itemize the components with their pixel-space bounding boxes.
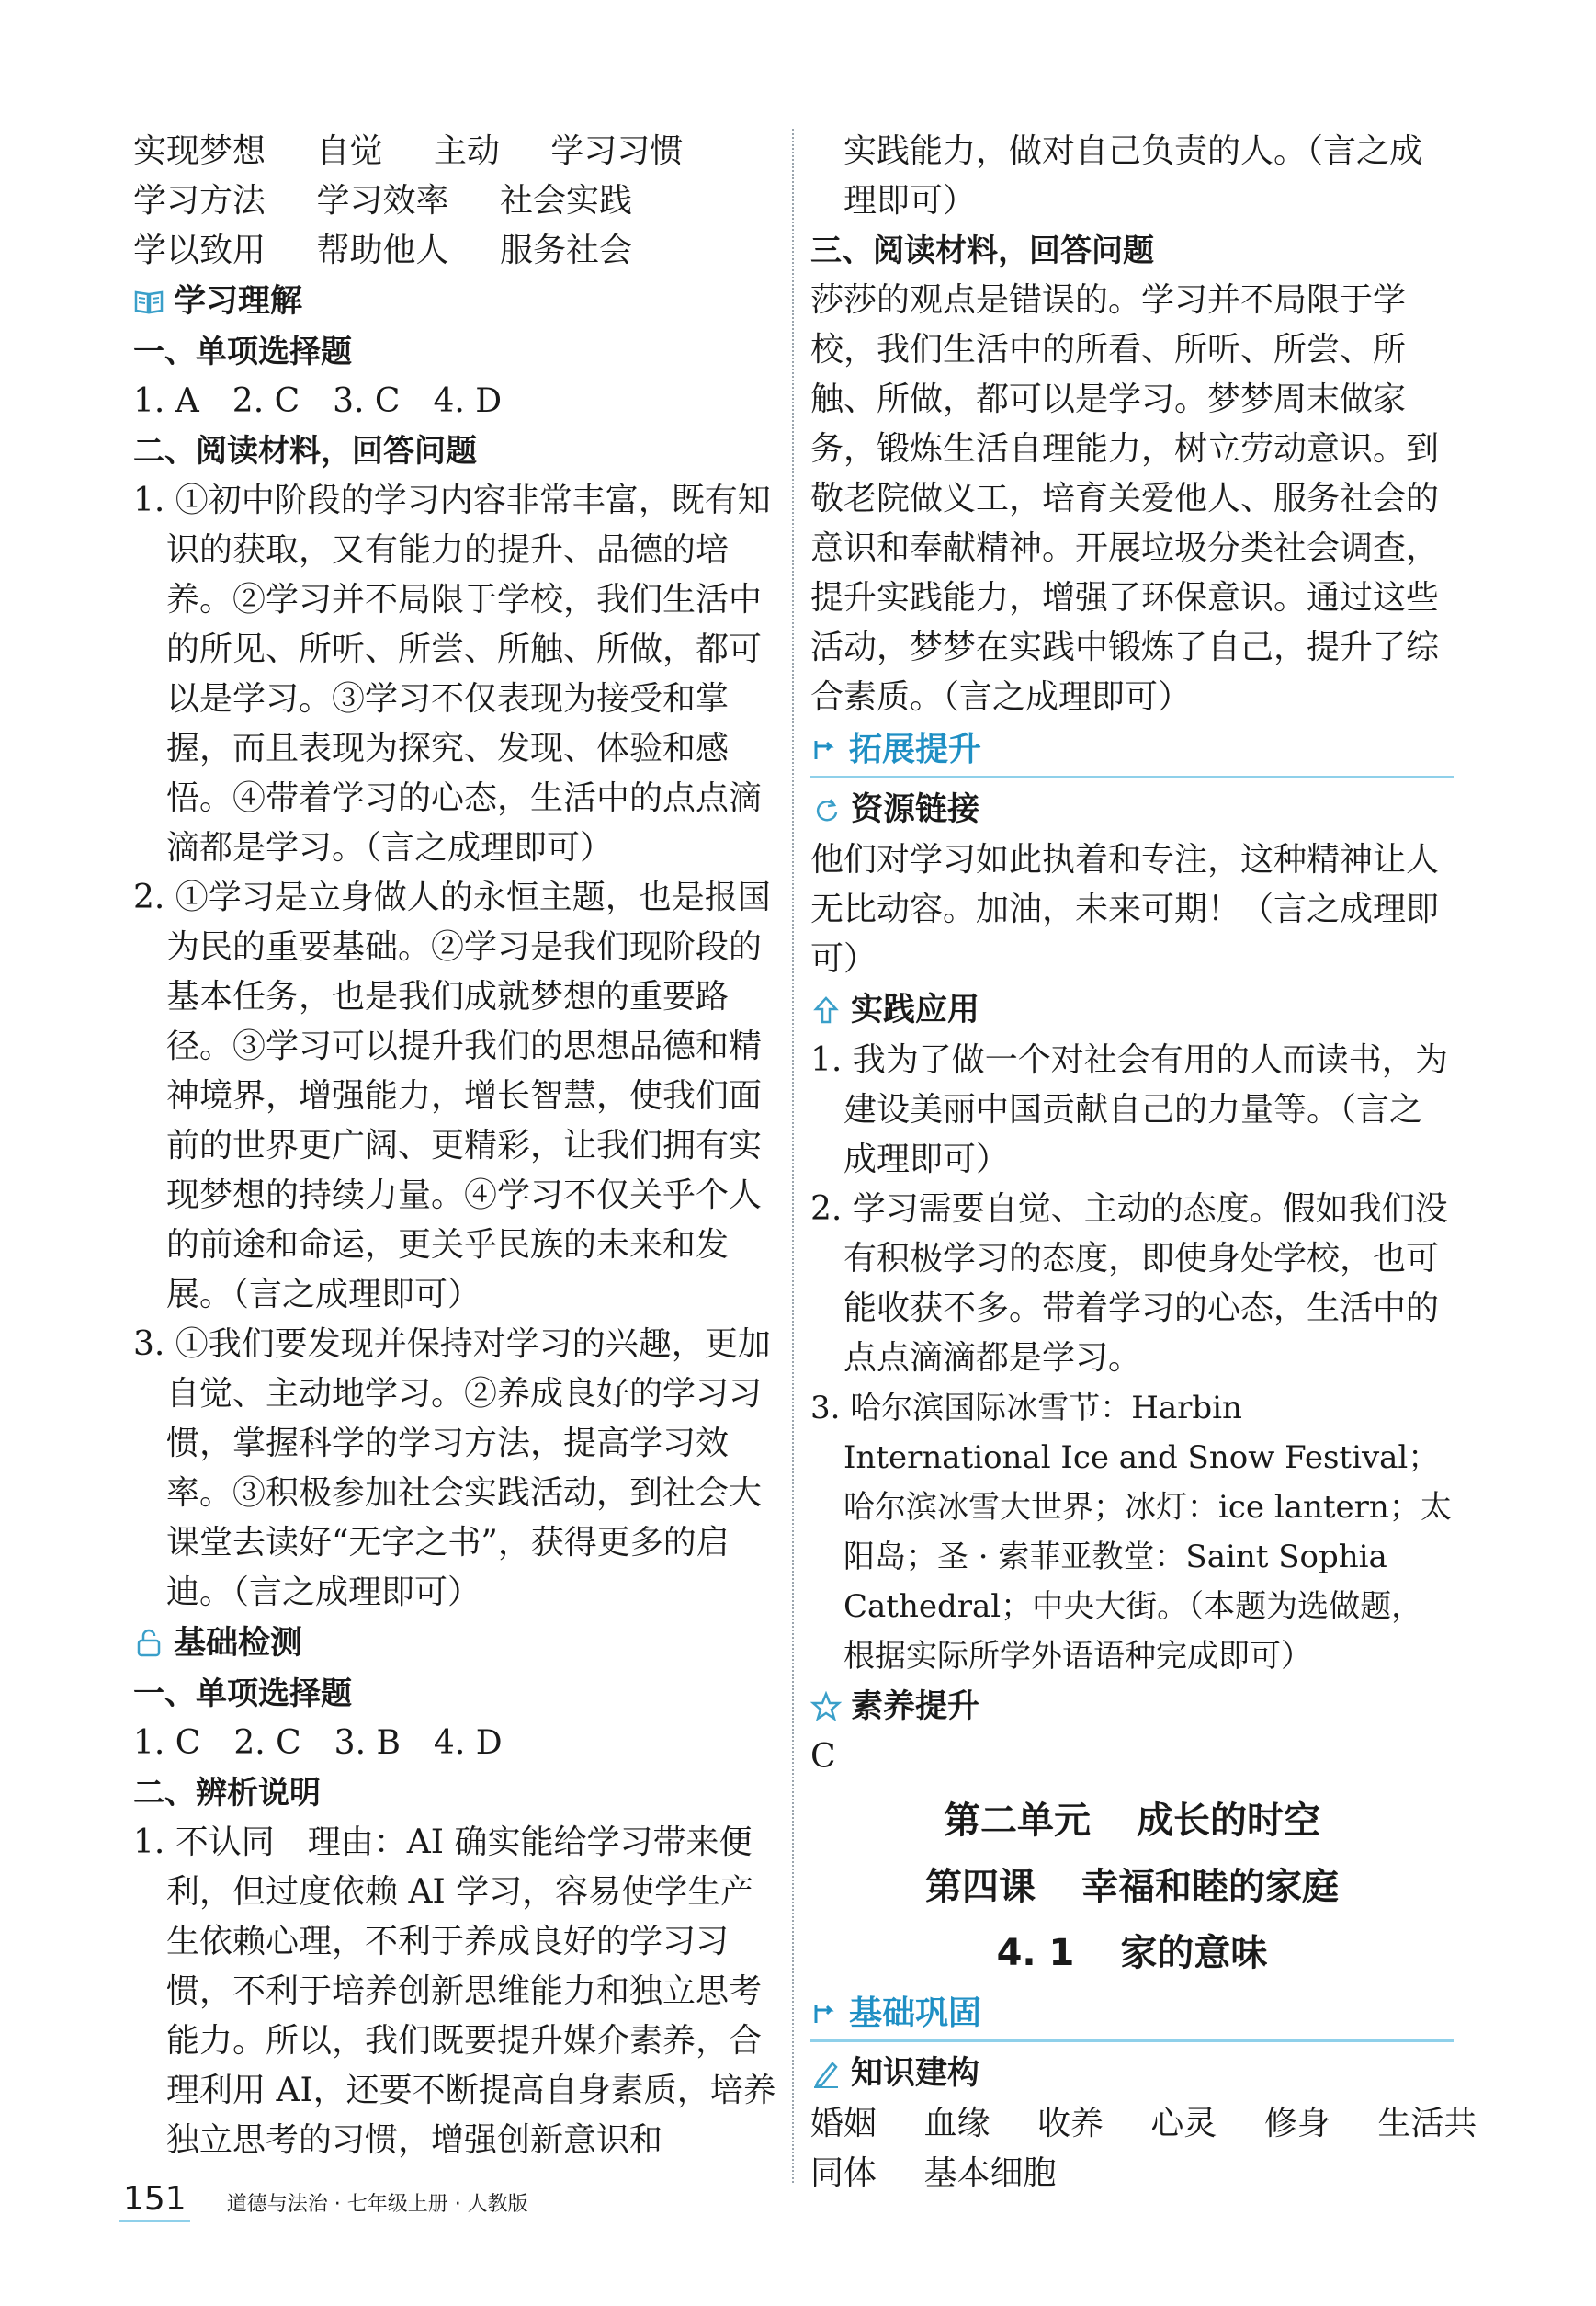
answer-paragraph: 1. 我为了做一个对社会有用的人而读书，为建设美丽中国贡献自己的力量等。（言之成理即可） <box>810 1041 1448 1178</box>
book-info: 道德与法治 · 七年级上册 · 人教版 <box>226 2193 528 2216</box>
keyword-line: 婚姻 血缘 收养 心灵 修身 生活共 <box>810 2105 1477 2142</box>
answers-line: 1. A 2. C 3. C 4. D <box>133 382 503 420</box>
answer-paragraph: 1. 不认同 理由：AI 确实能给学习带来便利，但过度依赖 AI 学习，容易使学生产生依赖心理，不利于养成良好的学习习惯，不利于培养创新思维能力和独立思考能力。所以，我们既要提升媒介素养，合理利用 AI，还要不断提高自身素质，培养独立思考的习惯，增强创新意识和 <box>133 1823 776 2159</box>
keyword-line-3: 学以致用 帮助他人 服务社会 <box>133 232 632 269</box>
section-title: 一、单项选择题 <box>133 1676 352 1712</box>
page-number: 151 <box>119 2180 190 2222</box>
section-title: 一、单项选择题 <box>133 334 352 370</box>
left-column <box>133 127 776 2165</box>
continued-paragraph: 实践能力，做对自己负责的人。（言之成理即可） <box>843 132 1423 220</box>
answer-paragraph: 1. ①初中阶段的学习内容非常丰富，既有知识的获取，又有能力的提升、品德的培养。②学习并不局限于学校，我们生活中的所见、所听、所尝、所触、所做，都可以是学习。③学习不仅表现为接受和掌握，而且表现为探究、发现、体验和感悟。④带着学习的心态，生活中的点点滴滴都是学习。（言之成理即可） <box>133 482 771 867</box>
answer-paragraph: 莎莎的观点是错误的。学习并不局限于学校，我们生活中的所看、所听、所尝、所触、所做，都可以是学习。梦梦周末做家务，锻炼生活自理能力，树立劳动意识。到敬老院做义工，培育关爱他人、服务社会的意识和奉献精神。开展垃圾分类社会调查，提升实践能力，增强了环保意识。通过这些活动，梦梦在实践中锻炼了自己，提升了综合素质。（言之成理即可） <box>810 281 1440 716</box>
subheading-jichu-jiance: 基础检测 <box>133 1618 776 1669</box>
arrow-corner-icon <box>810 735 840 765</box>
subheading-shijian-yingyong: 实践应用 <box>810 984 1454 1036</box>
section-title: 二、辨析说明 <box>133 1775 321 1812</box>
column-divider <box>792 129 794 2183</box>
lesson-title: 第四课 幸福和睦的家庭 <box>925 1866 1339 1908</box>
answer-paragraph: 2. 学习需要自觉、主动的态度。假如我们没有积极学习的态度，即使身处学校，也可能收获不多。带着学习的心态，生活中的点点滴滴都是学习。 <box>810 1190 1448 1377</box>
band-tuozhan-tisheng: 拓展提升 <box>810 724 1454 778</box>
answer-paragraph: 他们对学习如此执着和专注，这种精神让人无比动容。加油，未来可期！（言之成理即可） <box>810 841 1440 978</box>
open-book-icon <box>133 286 164 317</box>
band-jichu-gonggu: 基础巩固 <box>810 1988 1454 2042</box>
up-arrow-icon <box>810 994 842 1026</box>
link-cycle-icon <box>810 794 842 825</box>
right-column <box>810 127 1477 2198</box>
answer-paragraph: 2. ①学习是立身做人的永恒主题，也是报国为民的重要基础。②学习是我们现阶段的基本任务，也是我们成就梦想的重要路径。③学习可以提升我们的思想品德和精神境界，增强能力，增长智慧，使我们面前的世界更广阔、更精彩，让我们拥有实现梦想的持续力量。④学习不仅关乎个人的前途和命运，更关乎民族的未来和发展。（言之成理即可） <box>133 879 771 1313</box>
unit-title: 第二单元 成长的时空 <box>944 1800 1320 1842</box>
section-heading: 4. 1 家的意味 <box>996 1932 1268 1974</box>
section-title: 三、阅读材料，回答问题 <box>810 233 1154 269</box>
keyword-line-2: 学习方法 学习效率 社会实践 <box>133 182 632 220</box>
answers-line: 1. C 2. C 3. B 4. D <box>133 1724 503 1762</box>
answer-paragraph: 3. 哈尔滨国际冰雪节：Harbin International Ice and Snow Festival；哈尔滨冰雪大世界；冰灯：ice lantern；太阳岛；圣 · 索菲亚教堂：Saint Sophia Cathedral；中央大街。（本题为选做题，根据实际所学外语语种完成即可） <box>810 1390 1452 1675</box>
subheading-zhishi-jiangou: 知识建构 <box>810 2048 1454 2099</box>
lock-icon <box>133 1628 164 1659</box>
arrow-corner-icon <box>810 1999 840 2028</box>
section-title: 二、阅读材料，回答问题 <box>133 433 477 470</box>
answer-paragraph: 3. ①我们要发现并保持对学习的兴趣，更加自觉、主动地学习。②养成良好的学习习惯，掌握科学的学习方法，提高学习效率。③积极参加社会实践活动，到社会大课堂去读好“无字之书”，获得更多的启迪。（言之成理即可） <box>133 1325 771 1611</box>
answers-line: C <box>810 1738 836 1776</box>
pen-icon <box>810 2058 842 2089</box>
keyword-line-1: 实现梦想 自觉 主动 学习习惯 <box>133 132 684 170</box>
star-icon <box>810 1691 842 1722</box>
subheading-xuexi-lijie: 学习理解 <box>133 276 776 327</box>
page-footer <box>119 2180 528 2222</box>
subheading-suyang-tisheng: 素养提升 <box>810 1681 1454 1732</box>
subheading-ziyuan-lianjie: 资源链接 <box>810 784 1454 835</box>
keyword-line: 同体 基本细胞 <box>810 2154 1057 2192</box>
